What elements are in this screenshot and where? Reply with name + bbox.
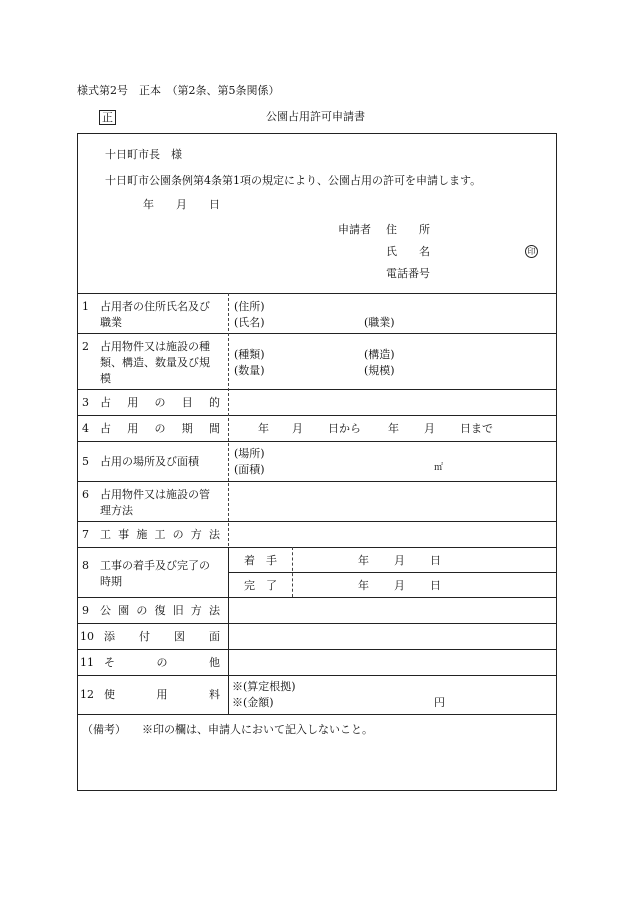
applicant-label: 申請者 bbox=[338, 223, 371, 236]
occupant-name-field[interactable]: (氏名) bbox=[234, 316, 265, 329]
applicant-phone-label: 電話番号 bbox=[386, 267, 430, 280]
work-start-day[interactable]: 日 bbox=[430, 554, 441, 567]
row-number: 3 bbox=[82, 396, 89, 409]
addressee: 十日町市長 様 bbox=[105, 148, 182, 161]
row12-label: 使 用 料 bbox=[104, 688, 220, 701]
object-quantity-field[interactable]: (数量) bbox=[234, 364, 265, 377]
row3-label: 占 用 の 目 的 bbox=[100, 396, 220, 409]
applicant-address-label: 住 所 bbox=[386, 223, 430, 236]
row8-label-line1: 工事の着手及び完了の bbox=[100, 559, 210, 572]
period-end-day[interactable]: 日まで bbox=[460, 422, 493, 435]
applicant-name-label: 氏 名 bbox=[386, 245, 430, 258]
row5-label: 占用の場所及び面積 bbox=[100, 455, 199, 468]
occupant-occupation-field[interactable]: (職業) bbox=[364, 316, 395, 329]
row10-label: 添 付 図 面 bbox=[104, 630, 220, 643]
row6-label-line2: 理方法 bbox=[100, 504, 133, 517]
location-field[interactable]: (場所) bbox=[234, 447, 265, 460]
remarks-text: ※印の欄は、申請人において記入しないこと。 bbox=[142, 723, 373, 736]
purpose-field[interactable] bbox=[232, 391, 554, 413]
period-end-year[interactable]: 年 bbox=[388, 422, 399, 435]
area-unit: ㎡ bbox=[434, 463, 444, 473]
area-field[interactable]: (面積) bbox=[234, 463, 265, 476]
seal-icon: 印 bbox=[525, 245, 538, 258]
row-number: 5 bbox=[82, 455, 89, 468]
attached-drawings-field[interactable] bbox=[232, 626, 554, 647]
work-finish-label: 完 了 bbox=[244, 579, 277, 592]
row2-label-line1: 占用物件又は施設の種 bbox=[100, 340, 210, 353]
object-kind-field[interactable]: (種類) bbox=[234, 348, 265, 361]
other-field[interactable] bbox=[232, 652, 554, 673]
row11-label: そ の 他 bbox=[104, 656, 220, 669]
form-title: 公園占用許可申請書 bbox=[266, 110, 365, 123]
form-header: 様式第2号 正本 （第2条、第5条関係） bbox=[77, 84, 280, 97]
row8-label-line2: 時期 bbox=[100, 575, 122, 588]
yen-unit: 円 bbox=[434, 696, 445, 709]
row4-label: 占 用 の 期 間 bbox=[100, 422, 220, 435]
row2-label-line3: 模 bbox=[100, 372, 111, 385]
construction-method-field[interactable] bbox=[232, 523, 554, 545]
row6-label-line1: 占用物件又は施設の管 bbox=[100, 488, 210, 501]
object-scale-field[interactable]: (規模) bbox=[364, 364, 395, 377]
row-number: 11 bbox=[80, 656, 94, 669]
fee-basis-field: ※(算定根拠) bbox=[232, 680, 296, 693]
original-mark: 正 bbox=[99, 110, 116, 125]
work-start-year[interactable]: 年 bbox=[358, 554, 369, 567]
row-number: 2 bbox=[82, 340, 89, 353]
row-number: 6 bbox=[82, 488, 89, 501]
row-number: 12 bbox=[80, 688, 94, 701]
row-number: 7 bbox=[82, 528, 89, 541]
period-start-month[interactable]: 月 bbox=[292, 422, 303, 435]
remarks-label: （備考） bbox=[82, 723, 126, 736]
row-number: 8 bbox=[82, 559, 89, 572]
row9-label: 公 園 の 復 旧 方 法 bbox=[100, 604, 220, 617]
row-number: 10 bbox=[80, 630, 94, 643]
restoration-method-field[interactable] bbox=[232, 600, 554, 621]
row-number: 9 bbox=[82, 604, 89, 617]
period-end-month[interactable]: 月 bbox=[424, 422, 435, 435]
management-method-field[interactable] bbox=[232, 484, 554, 518]
occupant-address-field[interactable]: (住所) bbox=[234, 300, 265, 313]
row-number: 1 bbox=[82, 300, 89, 313]
row7-label: 工 事 施 工 の 方 法 bbox=[100, 528, 220, 541]
work-start-month[interactable]: 月 bbox=[394, 554, 405, 567]
work-finish-day[interactable]: 日 bbox=[430, 579, 441, 592]
period-start-year[interactable]: 年 bbox=[258, 422, 269, 435]
period-start-day[interactable]: 日から bbox=[328, 422, 361, 435]
row1-label-line2: 職業 bbox=[100, 316, 122, 329]
row-number: 4 bbox=[82, 422, 89, 435]
application-date[interactable]: 年 月 日 bbox=[143, 198, 220, 211]
request-text: 十日町市公園条例第4条第1項の規定により、公園占用の許可を申請します。 bbox=[105, 174, 482, 187]
work-finish-month[interactable]: 月 bbox=[394, 579, 405, 592]
fee-amount-field: ※(金額) bbox=[232, 696, 274, 709]
row2-label-line2: 類、構造、数量及び規 bbox=[100, 356, 210, 369]
row1-label-line1: 占用者の住所氏名及び bbox=[100, 300, 210, 313]
work-finish-year[interactable]: 年 bbox=[358, 579, 369, 592]
object-structure-field[interactable]: (構造) bbox=[364, 348, 395, 361]
work-start-label: 着 手 bbox=[244, 554, 277, 567]
